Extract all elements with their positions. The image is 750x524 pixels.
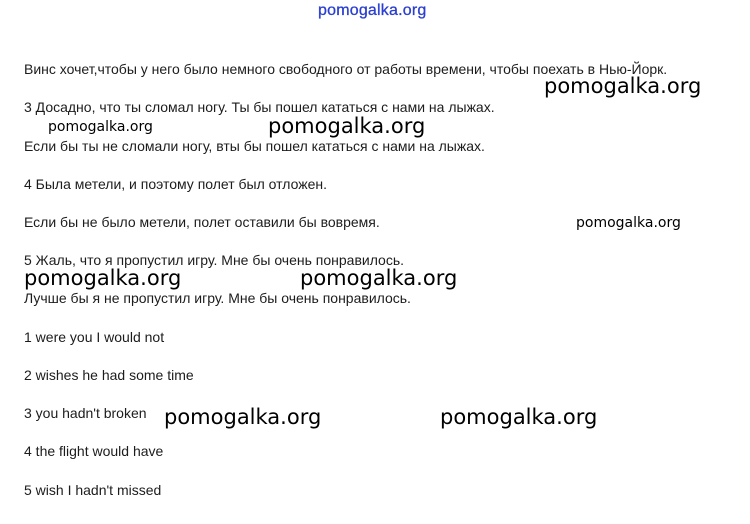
answer-line-5: 5 wish I hadn't missed [24,482,162,498]
text-line-3: Если бы ты не сломали ногу, вты бы пошел кататься с нами на лыжах. [24,138,485,154]
watermark: pomogalka.org [268,114,426,138]
answer-line-4: 4 the flight would have [24,443,164,459]
watermark: pomogalka.org [300,266,458,290]
text-line-6: 5 Жаль, что я пропустил игру. Мне бы очень понравилось. [24,252,405,268]
watermark: pomogalka.org [440,405,598,429]
watermark: pomogalka.org [544,74,702,98]
watermark: pomogalka.org [576,215,681,231]
watermark: pomogalka.org [164,405,322,429]
watermark: pomogalka.org [24,266,182,290]
watermark: pomogalka.org [48,119,153,135]
text-line-2: 3 Досадно, что ты сломал ногу. Ты бы пошел кататься с нами на лыжах. [24,99,495,115]
site-logo-link[interactable]: pomogalka.org [318,2,427,19]
text-line-7: Лучше бы я не пропустил игру. Мне бы очень понравилось. [24,290,411,306]
answer-line-3: 3 you hadn't broken [24,405,147,421]
text-line-1: Винс хочет,чтобы у него было немного свободного от работы времени, чтобы поехать в Нью-Йорк. [24,61,668,77]
answer-line-2: 2 wishes he had some time [24,367,194,383]
text-line-4: 4 Была метели, и поэтому полет был отложен. [24,176,327,192]
answer-line-1: 1 were you I would not [24,329,165,345]
text-line-5: Если бы не было метели, полет оставили бы вовремя. [24,214,380,230]
